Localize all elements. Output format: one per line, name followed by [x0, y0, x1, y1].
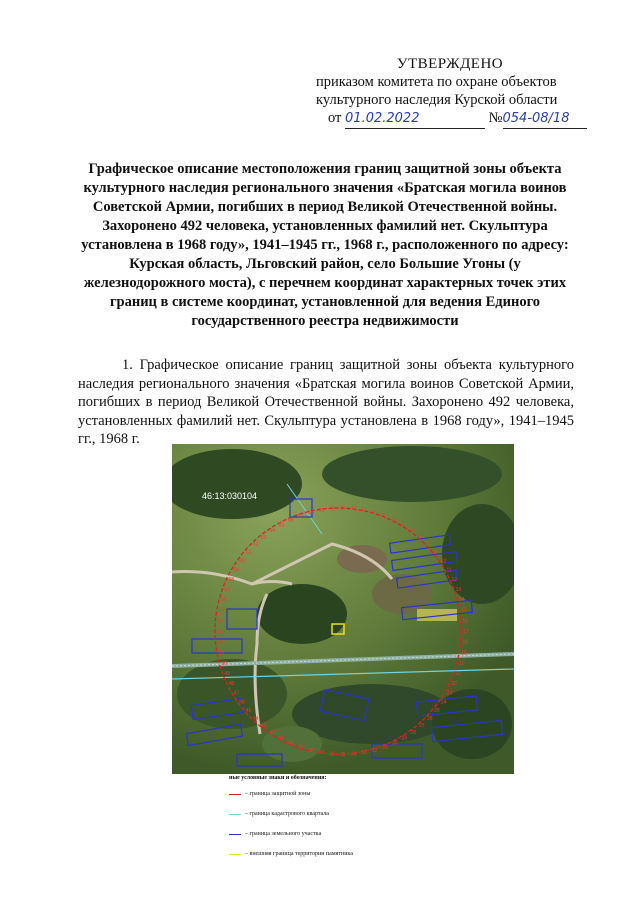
boundary-point-label: 32	[371, 747, 378, 754]
boundary-point-label: 45	[245, 708, 252, 715]
boundary-point-label: 2	[371, 510, 375, 517]
boundary-point-label: 26	[427, 716, 433, 722]
boundary-point-label: 68	[308, 510, 314, 517]
boundary-point-label: 55	[218, 607, 225, 614]
boundary-point-label: 54	[217, 618, 224, 625]
boundary-point-label: 4	[392, 517, 395, 524]
boundary-point-label: 7	[419, 534, 422, 541]
legend-swatch	[229, 834, 241, 835]
approval-order-line: приказом комитета по охране объектов	[316, 74, 557, 90]
number-field	[503, 109, 587, 129]
boundary-point-label: 25	[434, 708, 440, 715]
boundary-point-label: 69	[318, 507, 325, 514]
boundary-point-label: 14	[458, 597, 465, 604]
approval-title: УТВЕРЖДЕНО	[396, 56, 504, 72]
boundary-point-label: 49	[224, 671, 230, 678]
boundary-point-label: 40	[288, 740, 294, 747]
boundary-point-label: 15	[461, 607, 467, 614]
boundary-point-label: 13	[455, 586, 462, 593]
boundary-point-label: 34	[350, 751, 357, 758]
date-field	[345, 109, 485, 129]
boundary-point-label: 1	[361, 507, 365, 514]
boundary-point-label: 23	[446, 690, 453, 697]
boundary-point-label: 6	[410, 528, 414, 535]
boundary-point-label: 5	[401, 522, 405, 529]
aerial-map-svg	[172, 444, 514, 774]
boundary-point-label: 50	[221, 660, 227, 667]
boundary-point-label: 12	[451, 577, 458, 583]
boundary-point-label: 28	[410, 729, 417, 736]
approval-date-line	[310, 109, 600, 129]
document-heading: Графическое описание местоположения границ защитной зоны объекта культурного наследия регионального значения «Братская могила воинов Советской Армии, погибших в период Великой Отечественной войны. Захоронено 492 человека, установленных фамилий нет. Скульптура установлена в 1968 году», 1941–1945 гг., 1968 г., расположенного по адресу: Курская область, Льговский район, село Большие Угоны (у железнодорожного моста), с перечнем координат характерных точек этих границ в системе координат, установленной для ведения Единого государственного реестра недвижимости	[81, 161, 569, 329]
legend-swatch	[229, 794, 241, 795]
number-label: №	[488, 110, 503, 126]
boundary-point-label: 20	[458, 660, 465, 667]
boundary-point-label: 11	[446, 567, 452, 574]
boundary-point-label: 59	[233, 567, 240, 574]
boundary-point-label: 21	[455, 671, 462, 678]
boundary-point-label: 8	[427, 542, 430, 548]
boundary-point-label: 57	[224, 586, 230, 593]
boundary-point-label: 52	[217, 639, 224, 646]
boundary-point-label: 27	[419, 723, 425, 730]
boundary-point-label: 62	[253, 542, 259, 548]
legend-swatch	[229, 854, 241, 855]
boundary-point-label: 10	[440, 558, 447, 565]
boundary-point-label: 18	[462, 639, 469, 646]
legend-label: – граница земельного участка	[245, 831, 322, 837]
boundary-point-label: 64	[269, 528, 276, 535]
date-label: от	[328, 110, 342, 126]
boundary-point-label: 33	[361, 750, 367, 757]
boundary-point-label: 66	[288, 517, 294, 524]
date-value: 01.02.2022	[345, 111, 420, 126]
cadastral-number-label: 46:13:030104	[202, 491, 258, 501]
boundary-point-label: 51	[218, 650, 225, 657]
legend-item-cadastral-quarter	[229, 804, 429, 824]
boundary-point-label: 38	[308, 747, 314, 754]
boundary-point-label: 53	[217, 629, 223, 635]
legend-item-protection-zone	[229, 784, 429, 804]
boundary-point-label: 43	[260, 723, 267, 730]
boundary-point-label: 41	[278, 735, 285, 742]
legend-label: – граница защитной зоны	[245, 791, 311, 797]
boundary-point-label: 42	[269, 729, 276, 736]
boundary-point-label: 19	[461, 650, 467, 657]
boundary-point-label: 70	[329, 506, 335, 513]
legend-item-land-plot	[229, 824, 429, 844]
legend-item-monument-territory	[229, 844, 429, 864]
legend-label: – граница кадастрового квартала	[245, 811, 329, 817]
legend-title: ные условные знаки и обозначения:	[229, 775, 327, 781]
boundary-point-label: 65	[278, 522, 285, 529]
boundary-point-label: 67	[297, 513, 304, 520]
boundary-point-label: 58	[228, 577, 235, 583]
boundary-point-label: 60	[239, 558, 245, 565]
legend-swatch	[229, 814, 241, 815]
boundary-point-label: 46	[239, 699, 245, 706]
boundary-point-label: 22	[451, 681, 458, 687]
number-value: 054-08/18	[502, 111, 570, 126]
boundary-point-label: 16	[462, 618, 469, 625]
boundary-point-label: 72	[350, 506, 357, 513]
approval-block	[310, 55, 600, 129]
boundary-point-label: 37	[318, 750, 325, 757]
boundary-point-label: 35	[340, 752, 346, 758]
boundary-point-label: 29	[401, 735, 408, 742]
boundary-point-label: 48	[228, 681, 235, 687]
boundary-point-label: 9	[434, 549, 437, 556]
boundary-point-label: 61	[245, 549, 252, 556]
description-paragraph: 1. Графическое описание границ защитной зоны объекта культурного наследия регионального значения «Братская могила воинов Советской Армии, погибших в период Великой Отечественной войны. Захоронено 492 человека, установленных фамилий нет. Скульптура установлена в 1968 году», 1941–1945 гг., 1968 г.	[78, 357, 574, 447]
boundary-point-label: 63	[260, 534, 267, 541]
approval-authority-line: культурного наследия Курской области	[316, 92, 558, 108]
boundary-point-label: 24	[440, 699, 447, 706]
boundary-point-label: 36	[329, 751, 335, 758]
map-legend	[229, 775, 429, 864]
boundary-point-label: 3	[382, 513, 385, 520]
boundary-point-label: 30	[392, 740, 398, 747]
boundary-point-label: 71	[340, 506, 346, 512]
legend-label: – внешняя граница территории памятника	[245, 851, 353, 857]
site-map	[172, 444, 514, 774]
boundary-point-label: 44	[253, 716, 259, 722]
boundary-point-label: 56	[221, 597, 227, 604]
boundary-point-label: 39	[297, 744, 304, 751]
boundary-point-label: 31	[382, 744, 388, 751]
boundary-point-label: 47	[233, 690, 240, 697]
boundary-point-label: 17	[463, 629, 469, 635]
